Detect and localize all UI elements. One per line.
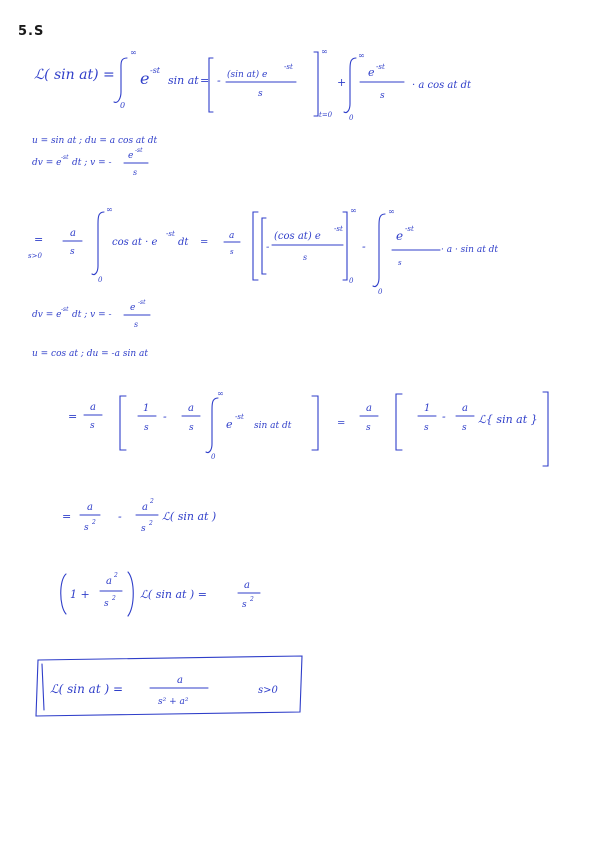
- l5-sup: -st: [61, 306, 69, 313]
- l9-s-sup: 2: [112, 595, 116, 602]
- l1-integral-sign: [114, 58, 127, 102]
- box-den: s² + a²: [158, 697, 189, 707]
- l5-b: dt ; v = -: [72, 310, 112, 320]
- l3-den: s: [133, 168, 138, 177]
- l1-bracket-sup: -st: [284, 63, 293, 71]
- final-answer-box: [36, 656, 302, 716]
- l1-sinat: sin at: [168, 74, 199, 87]
- l9-a: a: [106, 576, 112, 587]
- l7-bracket-right: [312, 396, 318, 450]
- l7-eq2: =: [337, 418, 346, 429]
- l5-num: e: [130, 303, 136, 313]
- l4-blower: 0: [349, 277, 354, 285]
- l3-a: dv = e: [32, 158, 62, 168]
- l7-s3: s: [189, 423, 194, 433]
- l1-int2-upper: ∞: [358, 51, 365, 60]
- l7-minus: -: [163, 410, 167, 423]
- l1-upper-limit: ∞: [130, 48, 137, 57]
- l4-bracket-right: [343, 212, 347, 280]
- l7-one2: 1: [424, 403, 431, 414]
- l1-eq: =: [200, 74, 210, 87]
- line-1-laplace-definition: [34, 47, 472, 122]
- line-9-collect: [61, 572, 260, 616]
- l3-sup: -st: [61, 154, 69, 161]
- l9-a-sup: 2: [114, 572, 118, 579]
- l4-upper2: ∞: [388, 207, 395, 216]
- l9-paren-right: [128, 572, 133, 616]
- box-cond: s>0: [258, 685, 278, 696]
- l3-b: dt ; v = -: [72, 158, 112, 168]
- l9-rs-sup: 2: [250, 596, 254, 603]
- l4-a: a: [70, 228, 76, 239]
- l7-a2: a: [188, 403, 194, 414]
- l8-L: ℒ( sin at ): [162, 510, 217, 523]
- l7-body: e: [226, 418, 233, 431]
- l4-e: e: [396, 229, 404, 243]
- l4-sden: s: [398, 259, 402, 267]
- l7-integral-sign: [206, 398, 218, 453]
- l4-upper: ∞: [106, 205, 113, 214]
- l7-s5: s: [424, 423, 429, 433]
- l1-int2-lower: 0: [349, 114, 354, 122]
- l4-lower2: 0: [378, 288, 383, 296]
- l2-substitution: u = sin at ; du = a cos at dt: [32, 136, 158, 146]
- l4-a2: a: [229, 231, 235, 241]
- l1-frac2-den: s: [380, 91, 385, 101]
- l7-s: s: [90, 421, 95, 431]
- l1-bracket-right: [314, 52, 318, 116]
- box-L: ℒ( sin at ) =: [50, 682, 124, 696]
- l8-s3-sup: 2: [149, 520, 153, 527]
- l7-s2: s: [144, 423, 149, 433]
- l4-num: (cos at) e: [274, 231, 321, 242]
- l5-a: dv = e: [32, 310, 62, 320]
- l4-body-sup: -st: [166, 230, 175, 238]
- line-4-integration-by-parts: [28, 205, 498, 296]
- l7-bracket-left: [120, 396, 126, 450]
- l1-bracket-den: s: [258, 89, 263, 99]
- box-num: a: [177, 675, 183, 686]
- l4-tail: · a · sin at dt: [441, 245, 499, 255]
- l7-eq: =: [68, 410, 78, 423]
- l4-dt: dt: [178, 237, 189, 248]
- l1-bracket-upper: ∞: [321, 47, 328, 56]
- l1-minus: -: [217, 74, 221, 87]
- l1-plus: +: [337, 76, 347, 89]
- l1-e-sup: -st: [150, 66, 161, 75]
- l1-bracket-num: (sin at) e: [227, 70, 268, 80]
- l7-s6: s: [462, 423, 467, 433]
- l7-body2: sin at dt: [254, 421, 292, 431]
- l4-eq: =: [34, 233, 44, 246]
- l7-one: 1: [143, 403, 150, 414]
- l1-frac2-num: e: [368, 66, 375, 79]
- l4-den: s: [303, 253, 308, 262]
- l4-integral-sign: [92, 212, 104, 275]
- l8-s2-sup: 2: [92, 519, 96, 526]
- l1-lower-limit: 0: [120, 101, 126, 110]
- l8-s3: s: [141, 524, 146, 534]
- line-3-dv: [32, 147, 148, 177]
- l7-upper: ∞: [217, 389, 224, 398]
- l8-minus: -: [118, 510, 122, 523]
- l5-num-sup: -st: [138, 299, 146, 306]
- l9-s: s: [104, 599, 109, 609]
- l8-a2-sup: 2: [150, 498, 154, 505]
- l9-rs: s: [242, 600, 247, 610]
- l4-num-sup: -st: [334, 225, 343, 233]
- l7-lower: 0: [211, 453, 216, 461]
- l1-lhs: ℒ( sin at) =: [34, 67, 115, 83]
- l7-a4: a: [462, 403, 468, 414]
- l7-bracket-left-2: [396, 394, 402, 450]
- l1-frac2-sup: -st: [376, 63, 385, 71]
- l4-s2: s: [230, 248, 234, 256]
- l1-bracket-left: [209, 58, 213, 112]
- l1-bracket-lower: t=0: [319, 111, 333, 119]
- l4-cond: s>0: [28, 252, 42, 260]
- l3-num-sup: -st: [135, 147, 143, 154]
- l7-minus2: -: [442, 410, 446, 423]
- l4-bupper: ∞: [350, 206, 357, 215]
- l4-e-sup: -st: [405, 225, 414, 233]
- l5-den: s: [134, 320, 139, 329]
- l1-e: e: [140, 69, 150, 88]
- answer-box-inner-stroke: [42, 664, 44, 710]
- l4-body: cos at · e: [112, 237, 158, 248]
- l7-a3: a: [366, 403, 372, 414]
- l7-L: ℒ{ sin at }: [478, 413, 538, 426]
- l9-ra: a: [244, 580, 250, 591]
- l4-eq2: =: [200, 237, 209, 248]
- l4-bracket-outer-left: [253, 212, 258, 280]
- l8-a2: a: [142, 502, 148, 513]
- l8-a: a: [87, 502, 93, 513]
- line-7-substitution-back: [68, 389, 548, 466]
- l8-eq: =: [62, 510, 72, 523]
- l9-paren-left: [61, 574, 66, 614]
- l7-bracket-right-2: [543, 392, 548, 466]
- l1-tail: · a cos at dt: [412, 80, 472, 91]
- problem-number: 5.S: [18, 24, 45, 39]
- l3-num: e: [128, 151, 134, 161]
- l4-lower: 0: [98, 276, 103, 284]
- l7-body-sup: -st: [235, 413, 244, 421]
- l6-substitution: u = cos at ; du = -a sin at: [32, 349, 148, 359]
- l4-s: s: [70, 247, 75, 257]
- l8-s2: s: [84, 523, 89, 533]
- l9-L: ℒ( sin at ) =: [140, 588, 207, 601]
- l7-a: a: [90, 402, 96, 413]
- l9-one-plus: 1 +: [70, 588, 90, 601]
- l4-minus: -: [362, 240, 366, 253]
- l4-integral-sign-2: [373, 214, 385, 287]
- line-8-simplified: [62, 498, 216, 534]
- l7-s4: s: [366, 423, 371, 433]
- line-5-dv: [32, 299, 150, 329]
- l4-minus-a: -: [266, 242, 270, 253]
